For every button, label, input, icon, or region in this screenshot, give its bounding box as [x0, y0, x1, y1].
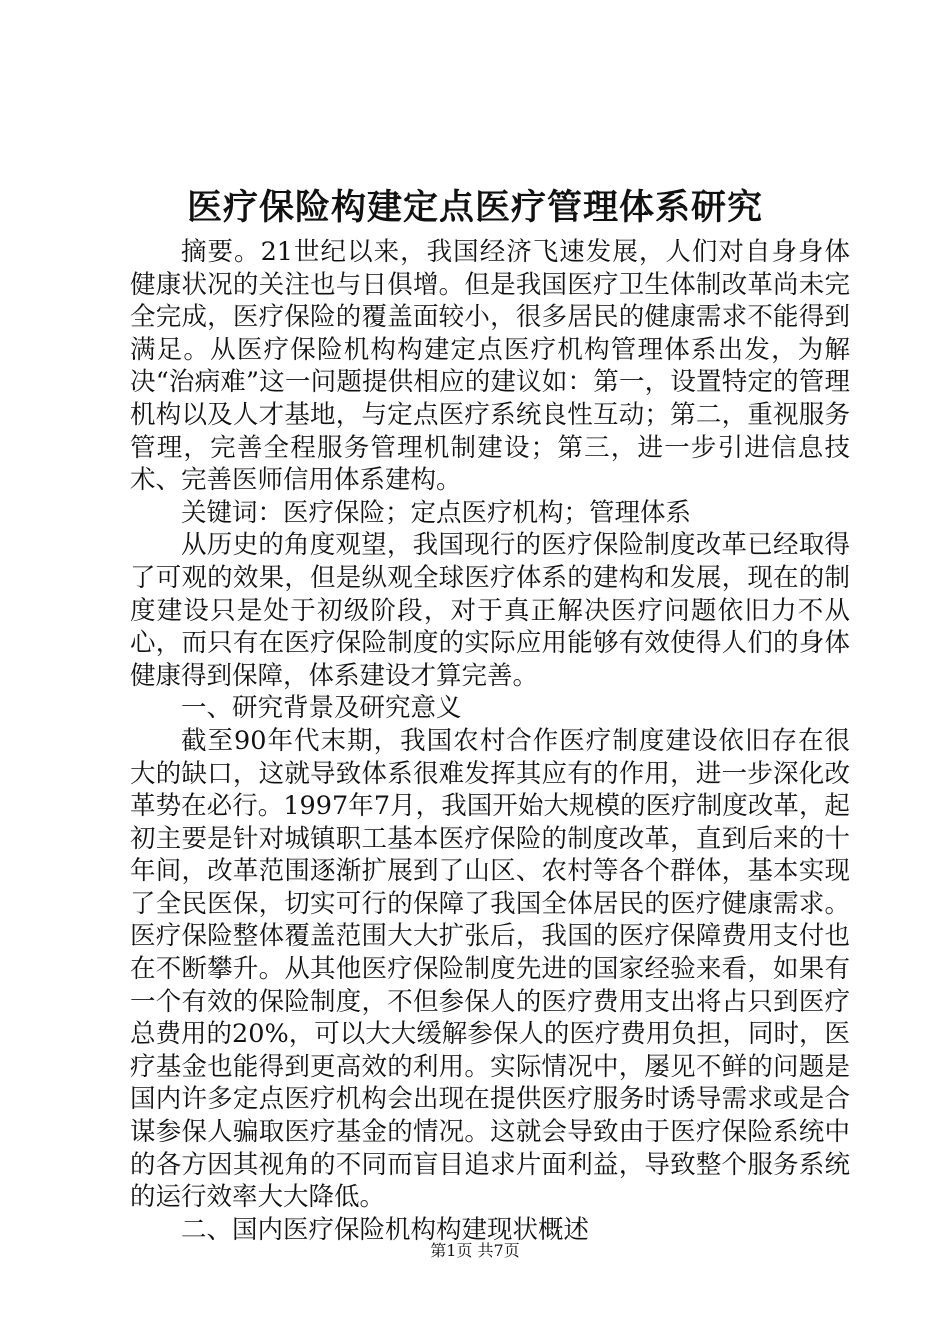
background-paragraph: 截至90年代末期，我国农村合作医疗制度建设依旧存在很大的缺口，这就导致体系很难发挥其应有的作用，进一步深化改革势在必行。1997年7月，我国开始大规模的医疗制度改革，起初主要是针对城镇职工基本医疗保险的制度改革，直到后来的十年间，改革范围逐渐扩展到了山区、农村等各个群体，基本实现了全民医保，切实可行的保障了我国全体居民的医疗健康需求。医疗保险整体覆盖范围大大扩张后，我国的医疗保障费用支付也在不断攀升。从其他医疗保险制度先进的国家经验来看，如果有一个有效的保险制度，不但参保人的医疗费用支出将占只到医疗总费用的20%，可以大大缓解参保人的医疗费用负担，同时，医疗基金也能得到更高效的利用。实际情况中，屡见不鲜的问题是国内许多定点医疗机构会出现在提供医疗服务时诱导需求或是合谋参保人骗取医疗基金的情况。这就会导致由于医疗保险系统中的各方因其视角的不同而盲目追求片面利益，导致整个服务系统的运行效率大大降低。: [130, 725, 850, 1213]
section-heading-2: 二、国内医疗保险机构构建现状概述: [181, 1214, 590, 1245]
intro-paragraph: 从历史的角度观望，我国现行的医疗保险制度改革已经取得了可观的效果，但是纵观全球医疗体系的建构和发展，现在的制度建设只是处于初级阶段，对于真正解决医疗问题依旧力不从心，而只有在医疗保险制度的实际应用能够有效使得人们的身体健康得到保障，体系建设才算完善。: [130, 530, 850, 691]
abstract-paragraph: 摘要。21世纪以来，我国经济飞速发展，人们对自身身体健康状况的关注也与日俱增。但是我国医疗卫生体制改革尚未完全完成，医疗保险的覆盖面较小，很多居民的健康需求不能得到满足。从医疗保险机构构建定点医疗机构管理体系出发，为解决“治病难”这一问题提供相应的建议如：第一，设置特定的管理机构以及人才基地，与定点医疗系统良性互动；第二，重视服务管理，完善全程服务管理机制建设；第三，进一步引进信息技术、完善医师信用体系建构。: [130, 237, 850, 496]
document-body: [130, 236, 850, 1246]
document-title: 医疗保险构建定点医疗管理体系研究: [186, 187, 763, 228]
section-heading-1: 一、研究背景及研究意义: [181, 693, 462, 724]
keywords-paragraph: 关键词：医疗保险；定点医疗机构；管理体系: [181, 497, 692, 528]
page-footer: 第1页 共7页: [430, 1241, 520, 1260]
